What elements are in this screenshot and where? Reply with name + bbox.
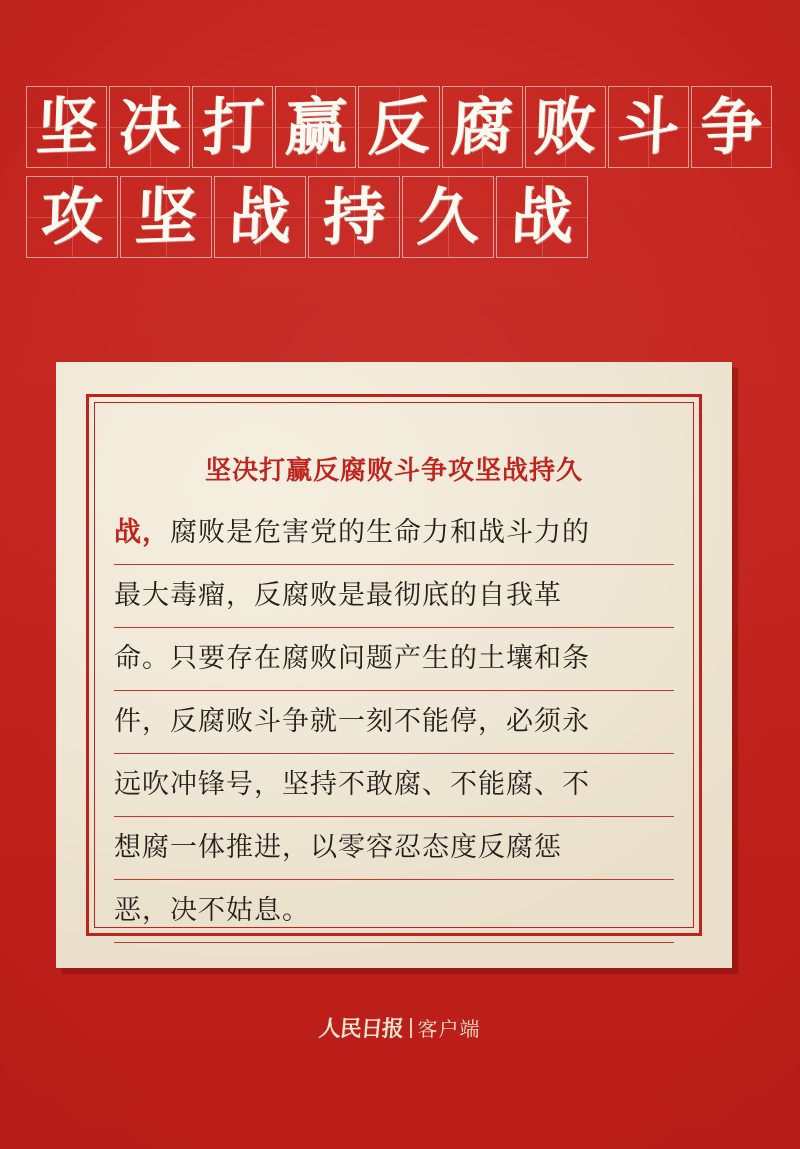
headline-char: 打 xyxy=(200,88,266,165)
quote-line xyxy=(114,502,674,565)
headline-cell xyxy=(402,176,494,258)
headline-cell xyxy=(120,176,212,258)
quote-card xyxy=(56,362,732,968)
headline-char: 攻 xyxy=(39,178,105,255)
quote-line: 最大毒瘤，反腐败是最彻底的自我革 xyxy=(114,565,674,628)
headline-char: 败 xyxy=(532,88,598,165)
logo-divider-icon xyxy=(410,1018,412,1038)
headline-char: 持 xyxy=(321,178,387,255)
headline-cell xyxy=(26,176,118,258)
headline-cell xyxy=(214,176,306,258)
quote-line: 命。只要存在腐败问题产生的土壤和条 xyxy=(114,628,674,691)
quote-line: 件，反腐败斗争就一刻不能停，必须永 xyxy=(114,691,674,754)
headline-cell xyxy=(496,176,588,258)
headline-cell xyxy=(192,86,273,168)
headline-char: 赢 xyxy=(283,88,349,165)
headline-cell xyxy=(26,86,107,168)
quote-text xyxy=(114,440,674,943)
quote-line-rest: 腐败是危害党的生命力和战斗力的 xyxy=(170,517,590,548)
headline-cell xyxy=(442,86,523,168)
app-name-label: 客户端 xyxy=(417,1017,481,1041)
headline-char: 战 xyxy=(509,178,575,255)
headline-char: 久 xyxy=(415,178,481,255)
headline-char: 斗 xyxy=(615,88,681,165)
headline-calligraphy xyxy=(26,86,774,258)
footer-branding xyxy=(0,1012,800,1043)
headline-char: 争 xyxy=(699,88,764,165)
headline-cell xyxy=(275,86,356,168)
headline-cell xyxy=(308,176,400,258)
quote-title: 坚决打赢反腐败斗争攻坚战持久 xyxy=(204,456,583,486)
headline-char: 决 xyxy=(117,88,183,165)
headline-cell xyxy=(608,86,689,168)
headline-cell xyxy=(691,86,772,168)
headline-char: 腐 xyxy=(449,88,515,165)
quote-line: 远吹冲锋号，坚持不敢腐、不能腐、不 xyxy=(114,754,674,817)
peoples-daily-logo: 人民日报 xyxy=(318,1016,405,1042)
headline-cell xyxy=(358,86,439,168)
headline-cell xyxy=(109,86,190,168)
headline-char: 坚 xyxy=(34,88,99,165)
headline-char: 坚 xyxy=(133,178,199,255)
quote-line: 恶，决不姑息。 xyxy=(114,880,674,943)
headline-char: 反 xyxy=(366,88,432,165)
headline-row-2 xyxy=(26,176,774,258)
headline-row-1 xyxy=(26,86,774,168)
quote-line: 想腐一体推进，以零容忍态度反腐惩 xyxy=(114,817,674,880)
headline-cell xyxy=(525,86,606,168)
headline-char: 战 xyxy=(227,178,293,255)
quote-line-lead: 战， xyxy=(114,517,170,548)
